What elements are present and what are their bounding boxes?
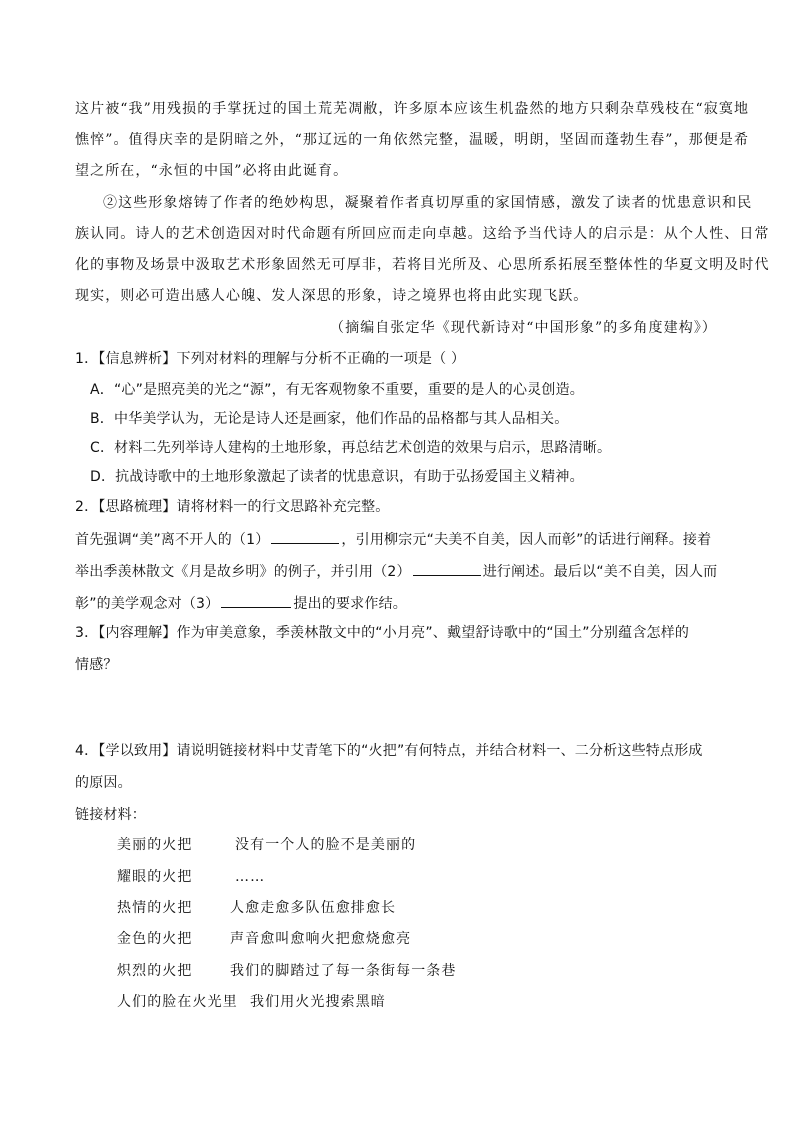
poem-left-6: 人们的脸在火光里	[117, 994, 238, 1010]
passage-line-1: 这片被“我”用残损的手掌抚过的国土荒芜凋敝，许多原本应该生机盎然的地方只剩杂草残枝在“寂寞地	[75, 101, 750, 117]
poem-left-1: 美丽的火把	[117, 837, 193, 853]
q4-line-1: 4．【学以致用】请说明链接材料中艾青笔下的“火把”有何特点，并结合材料一、二分析这些特点形成	[75, 743, 703, 759]
poem-right-3: 人愈走愈多队伍愈排愈长	[230, 900, 397, 916]
q1-option-d: D．抗战诗歌中的土地形象激起了读者的忧患意识，有助于弘扬爱国主义精神。	[90, 469, 584, 485]
poem-right-4: 声音愈叫愈响火把愈烧愈亮	[230, 931, 412, 947]
q2-stem: 2．【思路梳理】请将材料一的行文思路补充完整。	[75, 499, 390, 515]
passage-line-2: 憔悴”。值得庆幸的是阴暗之外，“那辽远的一角依然完整，温暖，明朗，坚固而蓬勃生春”，那便是希	[75, 132, 750, 148]
q2-line-1-a: 首先强调“美”离不开人的（1）	[75, 532, 270, 548]
answer-blank-3[interactable]	[221, 593, 291, 608]
q2-line-3-b: 提出的要求作结。	[293, 596, 407, 612]
q2-line-1	[75, 529, 711, 550]
q3-line-2: 情感？	[75, 657, 118, 673]
q4-link-label: 链接材料：	[75, 807, 146, 823]
poem-right-1: 没有一个人的脸不是美丽的	[235, 837, 417, 853]
q2-line-2	[75, 561, 717, 582]
poem-left-3: 热情的火把	[117, 900, 193, 916]
q2-line-3	[75, 593, 407, 614]
poem-right-6: 我们用火光搜索黑暗	[250, 994, 386, 1010]
q2-line-2-a: 举出季羡林散文《月是故乡明》的例子，并引用（2）	[75, 564, 411, 580]
poem-right-5: 我们的脚踏过了每一条街每一条巷	[230, 963, 457, 979]
answer-blank-2[interactable]	[413, 561, 481, 576]
poem-left-5: 炽烈的火把	[117, 963, 193, 979]
passage-line-3: 望之所在，“永恒的中国”必将由此诞育。	[75, 163, 349, 179]
q1-option-c: C．材料二先列举诗人建构的土地形象，再总结艺术创造的效果与启示，思路清晰。	[90, 440, 612, 456]
answer-blank-1[interactable]	[271, 529, 339, 544]
q1-option-b: B．中华美学认为，无论是诗人还是画家，他们作品的品格都与其人品相关。	[90, 411, 569, 427]
poem-left-4: 金色的火把	[117, 931, 193, 947]
poem-left-2: 耀眼的火把	[117, 869, 193, 885]
passage-line-4: ②这些形象熔铸了作者的绝妙构思，凝聚着作者真切厚重的家国情感，激发了读者的忧患意识和民	[103, 195, 753, 211]
passage-line-5: 族认同。诗人的艺术创造因对时代命题有所回应而走向卓越。这给予当代诗人的启示是：从个人性、日常	[75, 226, 770, 242]
poem-right-2: ……	[235, 869, 266, 885]
passage-line-6: 化的事物及场景中汲取艺术形象固然无可厚非，若将目光所及、心思所系拓展至整体性的华夏文明及时代	[75, 257, 770, 273]
q1-stem: 1．【信息辨析】下列对材料的理解与分析不正确的一项是（ ）	[75, 351, 466, 367]
q4-line-2: 的原因。	[75, 775, 132, 791]
q2-line-1-b: ，引用柳宗元“夫美不自美，因人而彰”的话进行阐释。接着	[341, 532, 712, 548]
passage-source: （摘编自张定华《现代新诗对“中国形象”的多角度建构》）	[330, 320, 718, 336]
q2-line-3-a: 彰”的美学观念对（3）	[75, 596, 220, 612]
q1-option-a: A．“心”是照亮美的光之“源”，有无客观物象不重要，重要的是人的心灵创造。	[90, 382, 584, 398]
q3-line-1: 3．【内容理解】作为审美意象，季羡林散文中的“小月亮”、戴望舒诗歌中的“国土”分别蕴含怎样的	[75, 625, 690, 641]
q2-line-2-b: 进行阐述。最后以“美不自美，因人而	[482, 564, 718, 580]
passage-line-7: 现实，则必可造出感人心魄、发人深思的形象，诗之境界也将由此实现飞跃。	[75, 288, 589, 304]
